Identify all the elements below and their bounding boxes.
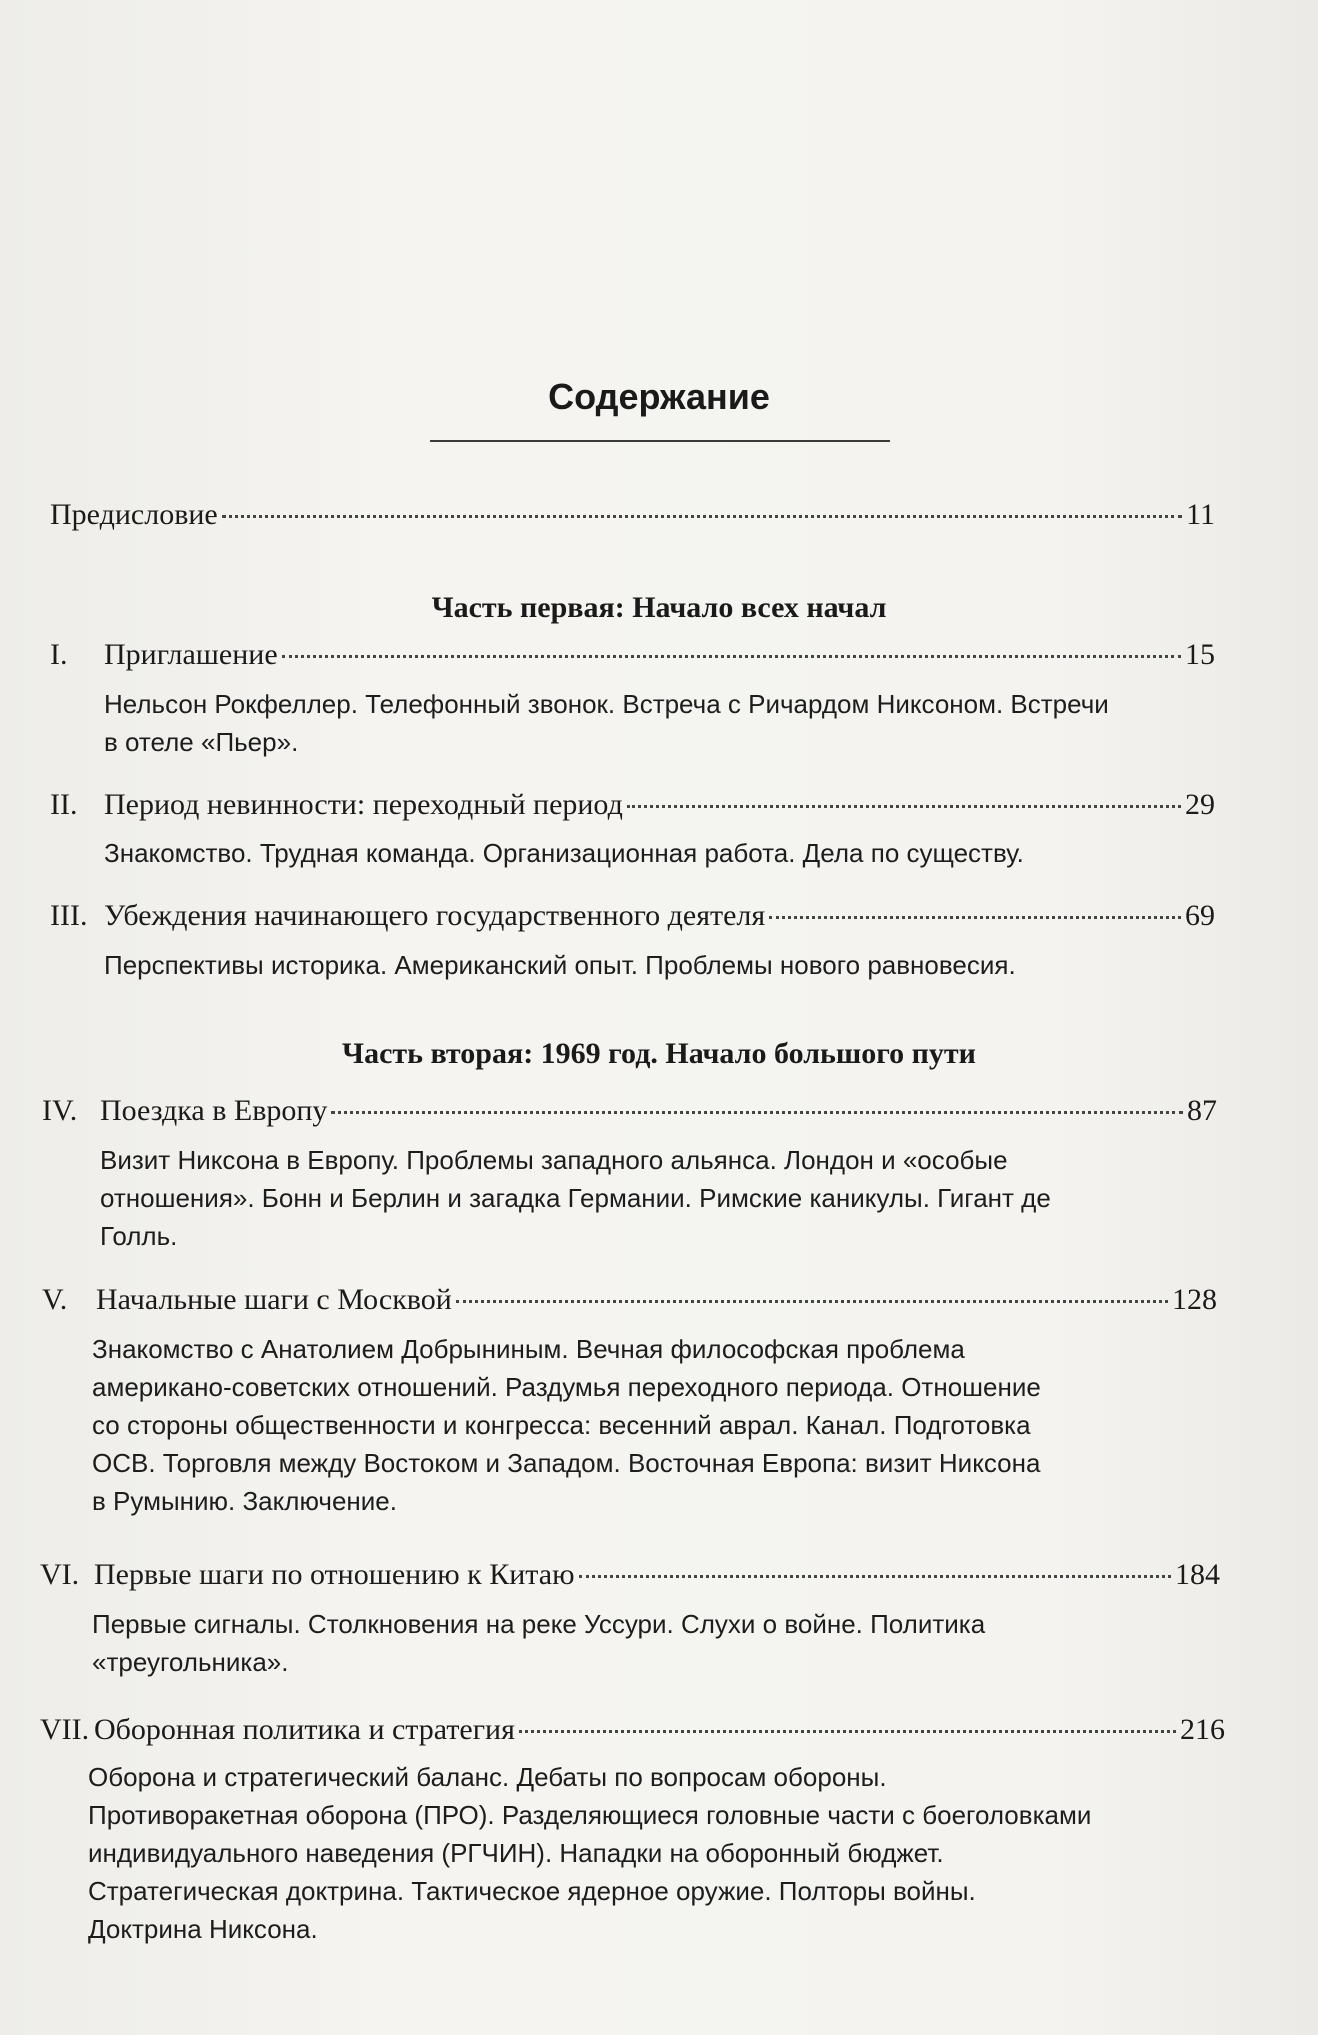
entry-label: Предисловие	[50, 498, 218, 531]
dot-leader	[456, 1299, 1168, 1303]
summary-line: «треугольника».	[92, 1647, 289, 1677]
entry-label: Начальные шаги с Москвой	[96, 1283, 452, 1316]
title-underline	[430, 440, 890, 442]
toc-entry-chapter[interactable]	[40, 1555, 1220, 1595]
chapter-summary	[92, 1330, 1041, 1520]
dot-leader	[627, 804, 1181, 808]
summary-line: Оборона и стратегический баланс. Дебаты по вопросам обороны.	[88, 1762, 887, 1792]
toc-entry-chapter[interactable]	[42, 1091, 1217, 1131]
summary-line: Знакомство. Трудная команда. Организационная работа. Дела по существу.	[104, 838, 1024, 868]
page-number: 216	[1180, 1713, 1225, 1746]
page-number: 29	[1185, 788, 1215, 821]
entry-label: Оборонная политика и стратегия	[94, 1713, 515, 1746]
page-number: 69	[1185, 899, 1215, 932]
part-heading: Часть первая: Начало всех начал	[431, 591, 887, 624]
chapter-number: II.	[50, 788, 78, 821]
toc-entry-preface[interactable]	[50, 495, 1215, 535]
entry-label: Убеждения начинающего государственного деятеля	[104, 899, 766, 932]
summary-line: Знакомство с Анатолием Добрыниным. Вечная философская проблема	[92, 1334, 965, 1364]
summary-line: американо-советских отношений. Раздумья переходного периода. Отношение	[92, 1372, 1041, 1402]
toc-entry-chapter[interactable]	[50, 785, 1215, 825]
toc-entry-chapter[interactable]	[50, 896, 1215, 936]
summary-line: в отеле «Пьер».	[104, 727, 299, 757]
chapter-number: V.	[42, 1283, 68, 1316]
dot-leader	[769, 915, 1181, 919]
dot-leader	[579, 1574, 1172, 1578]
page-title: Содержание	[548, 376, 770, 417]
toc-entry-chapter[interactable]	[40, 1710, 1225, 1750]
page-number: 87	[1187, 1094, 1217, 1127]
chapter-summary	[104, 946, 1016, 984]
summary-line: Противоракетная оборона (ПРО). Разделяющиеся головные части с боеголовками	[88, 1800, 1092, 1830]
chapter-summary	[104, 834, 1024, 872]
page-number: 15	[1185, 638, 1215, 671]
summary-line: Нельсон Рокфеллер. Телефонный звонок. Встреча с Ричардом Никсоном. Встречи	[104, 689, 1109, 719]
entry-label: Поездка в Европу	[100, 1094, 328, 1127]
summary-line: Голль.	[100, 1221, 178, 1251]
entry-label: Период невинности: переходный период	[104, 788, 623, 821]
dot-leader	[331, 1110, 1183, 1114]
chapter-summary	[88, 1758, 1091, 1948]
summary-line: со стороны общественности и конгресса: весенний аврал. Канал. Подготовка	[92, 1410, 1031, 1440]
summary-line: Доктрина Никсона.	[88, 1914, 318, 1944]
chapter-summary	[104, 685, 1109, 761]
part-heading: Часть вторая: 1969 год. Начало большого пути	[342, 1037, 976, 1070]
entry-label: Приглашение	[104, 638, 278, 671]
summary-line: в Румынию. Заключение.	[92, 1486, 397, 1516]
summary-line: индивидуального наведения (РГЧИН). Нападки на оборонный бюджет.	[88, 1838, 944, 1868]
chapter-summary	[100, 1141, 1051, 1255]
dot-leader	[519, 1729, 1176, 1733]
chapter-number: IV.	[42, 1094, 78, 1127]
chapter-number: VII.	[40, 1713, 90, 1746]
chapter-number: I.	[50, 638, 68, 671]
summary-line: Перспективы историка. Американский опыт. Проблемы нового равновесия.	[104, 950, 1016, 980]
dot-leader	[222, 514, 1182, 518]
chapter-summary	[92, 1605, 985, 1681]
summary-line: отношения». Бонн и Берлин и загадка Германии. Римские каникулы. Гигант де	[100, 1183, 1051, 1213]
chapter-number: VI.	[40, 1558, 80, 1591]
summary-line: ОСВ. Торговля между Востоком и Западом. Восточная Европа: визит Никсона	[92, 1448, 1041, 1478]
toc-entry-chapter[interactable]	[50, 635, 1215, 675]
summary-line: Стратегическая доктрина. Тактическое ядерное оружие. Полторы войны.	[88, 1876, 976, 1906]
page-number: 11	[1186, 498, 1215, 531]
summary-line: Визит Никсона в Европу. Проблемы западного альянса. Лондон и «особые	[100, 1145, 1008, 1175]
page-number: 184	[1175, 1558, 1220, 1591]
summary-line: Первые сигналы. Столкновения на реке Уссури. Слухи о войне. Политика	[92, 1609, 986, 1639]
dot-leader	[282, 654, 1181, 658]
chapter-number: III.	[50, 899, 88, 932]
entry-label: Первые шаги по отношению к Китаю	[94, 1558, 575, 1591]
toc-entry-chapter[interactable]	[42, 1280, 1217, 1320]
page-number: 128	[1172, 1283, 1217, 1316]
